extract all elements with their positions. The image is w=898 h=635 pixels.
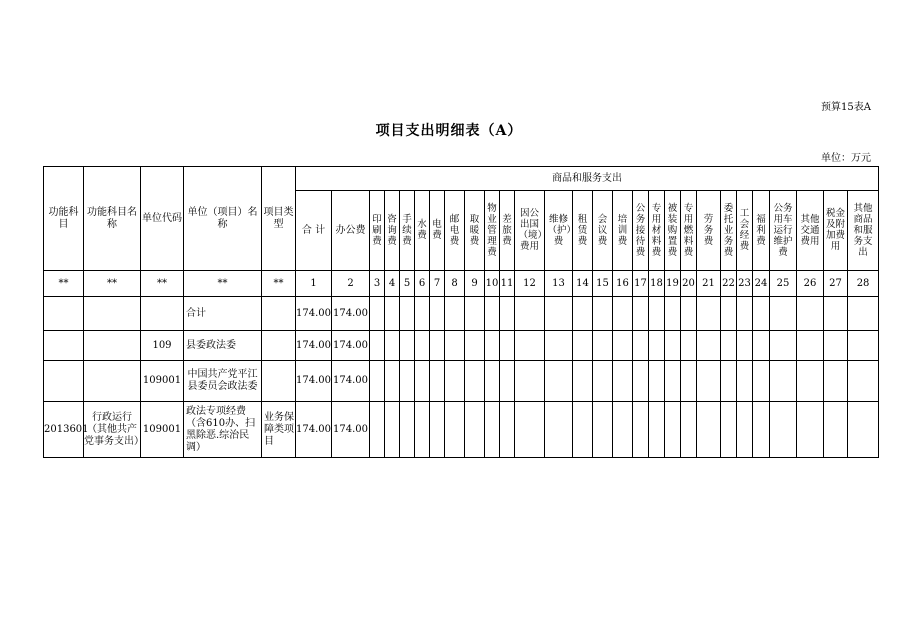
index-num: 24 — [753, 271, 770, 297]
row-office: 174.00 — [332, 361, 370, 402]
index-num: 13 — [545, 271, 573, 297]
index-num: 10 — [485, 271, 500, 297]
index-num: 7 — [430, 271, 445, 297]
index-num: 15 — [593, 271, 613, 297]
index-cell: ** — [84, 271, 141, 297]
row-func-code — [44, 297, 84, 331]
header-col-11: 差旅费 — [502, 213, 512, 247]
header-office: 办公费 — [332, 191, 370, 271]
table-row — [44, 402, 879, 458]
index-num: 19 — [665, 271, 681, 297]
header-col-4: 咨询费 — [387, 213, 397, 247]
row-project-type — [262, 361, 296, 402]
header-col-22: 委托业务费 — [723, 202, 734, 258]
table-row — [44, 361, 879, 402]
header-col-28: 其他商品和服务支出 — [853, 202, 873, 258]
index-num: 20 — [681, 271, 697, 297]
index-num: 25 — [770, 271, 797, 297]
index-num: 4 — [385, 271, 400, 297]
row-unit-name: 合计 — [184, 297, 262, 331]
row-unit-name: 中国共产党平江县委员会政法委 — [184, 361, 262, 402]
header-col-20: 专用燃料费 — [683, 202, 694, 258]
row-total: 174.00 — [296, 402, 332, 458]
header-col-8: 邮电费 — [449, 213, 460, 247]
index-cell: ** — [44, 271, 84, 297]
header-func-name: 功能科目名称 — [84, 167, 141, 271]
form-code: 预算15表A — [821, 102, 871, 113]
index-num: 28 — [848, 271, 879, 297]
header-col-5: 手续费 — [402, 213, 412, 247]
row-project-type — [262, 297, 296, 331]
header-goods-services: 商品和服务支出 — [296, 167, 879, 191]
row-unit-code: 109001 — [141, 361, 184, 402]
row-func-name — [84, 297, 141, 331]
index-row — [44, 271, 879, 297]
index-num: 21 — [697, 271, 721, 297]
row-unit-code: 109001 — [141, 402, 184, 458]
row-func-code: 2013601 — [44, 402, 84, 458]
row-func-name: 行政运行（其他共产党事务支出） — [84, 402, 141, 458]
header-col-27: 税金及附加费用 — [825, 208, 845, 252]
index-num: 17 — [633, 271, 649, 297]
header-unit-name: 单位（项目）名称 — [184, 167, 262, 271]
header-col-19: 被装购置费 — [667, 202, 678, 258]
index-num: 1 — [296, 271, 332, 297]
index-num: 9 — [465, 271, 485, 297]
row-total: 174.00 — [296, 361, 332, 402]
index-num: 11 — [500, 271, 515, 297]
page-title: 项目支出明细表（A） — [375, 123, 523, 139]
row-project-type: 业务保障类项目 — [262, 402, 296, 458]
index-num: 18 — [649, 271, 665, 297]
header-col-23: 工会经费 — [739, 208, 750, 252]
index-cell: ** — [141, 271, 184, 297]
header-col-24: 福利费 — [756, 213, 766, 247]
table-row — [44, 331, 879, 361]
table-row — [44, 297, 879, 331]
index-num: 3 — [370, 271, 385, 297]
index-num: 27 — [824, 271, 848, 297]
header-col-7: 电费 — [432, 219, 442, 241]
index-num: 26 — [797, 271, 824, 297]
row-project-type — [262, 331, 296, 361]
header-col-18: 专用材料费 — [651, 202, 662, 258]
header-func-code: 功能科目 — [44, 167, 84, 271]
index-num: 23 — [737, 271, 753, 297]
row-func-code — [44, 331, 84, 361]
header-unit-code: 单位代码 — [141, 167, 184, 271]
row-unit-code — [141, 297, 184, 331]
row-total: 174.00 — [296, 331, 332, 361]
row-unit-name: 县委政法委 — [184, 331, 262, 361]
header-col-16: 培训费 — [617, 213, 628, 247]
row-office: 174.00 — [332, 297, 370, 331]
row-total: 174.00 — [296, 297, 332, 331]
header-col-17: 公务接待费 — [635, 202, 646, 258]
row-unit-code: 109 — [141, 331, 184, 361]
index-num: 2 — [332, 271, 370, 297]
row-office: 174.00 — [332, 331, 370, 361]
header-col-25: 公务用车运行维护费 — [773, 202, 793, 258]
row-func-code — [44, 361, 84, 402]
header-col-6: 水费 — [417, 219, 427, 241]
header-col-14: 租赁费 — [577, 213, 588, 247]
index-cell: ** — [262, 271, 296, 297]
header-project-type: 项目类型 — [262, 167, 296, 271]
unit-label: 单位：万元 — [821, 153, 871, 164]
index-num: 16 — [613, 271, 633, 297]
index-cell: ** — [184, 271, 262, 297]
index-num: 22 — [721, 271, 737, 297]
index-num: 14 — [573, 271, 593, 297]
header-col-13: 维修（护）费 — [547, 213, 577, 247]
row-func-name — [84, 331, 141, 361]
header-col-9: 取暖费 — [469, 213, 480, 247]
row-func-name — [84, 361, 141, 402]
header-col-21: 劳务费 — [703, 213, 714, 247]
index-num: 12 — [515, 271, 545, 297]
header-col-3: 印刷费 — [372, 213, 382, 247]
header-col-15: 会议费 — [597, 213, 608, 247]
index-num: 8 — [445, 271, 465, 297]
header-col-26: 其他交通费用 — [800, 213, 820, 247]
row-unit-name: 政法专项经费（含610办、扫黑除恶.综治民调） — [184, 402, 262, 458]
detail-table — [43, 166, 879, 458]
header-total: 合 计 — [296, 191, 332, 271]
header-col-10: 物业管理费 — [487, 202, 497, 258]
row-office: 174.00 — [332, 402, 370, 458]
header-col-12: 因公出国（境）费用 — [518, 208, 548, 252]
index-num: 5 — [400, 271, 415, 297]
index-num: 6 — [415, 271, 430, 297]
